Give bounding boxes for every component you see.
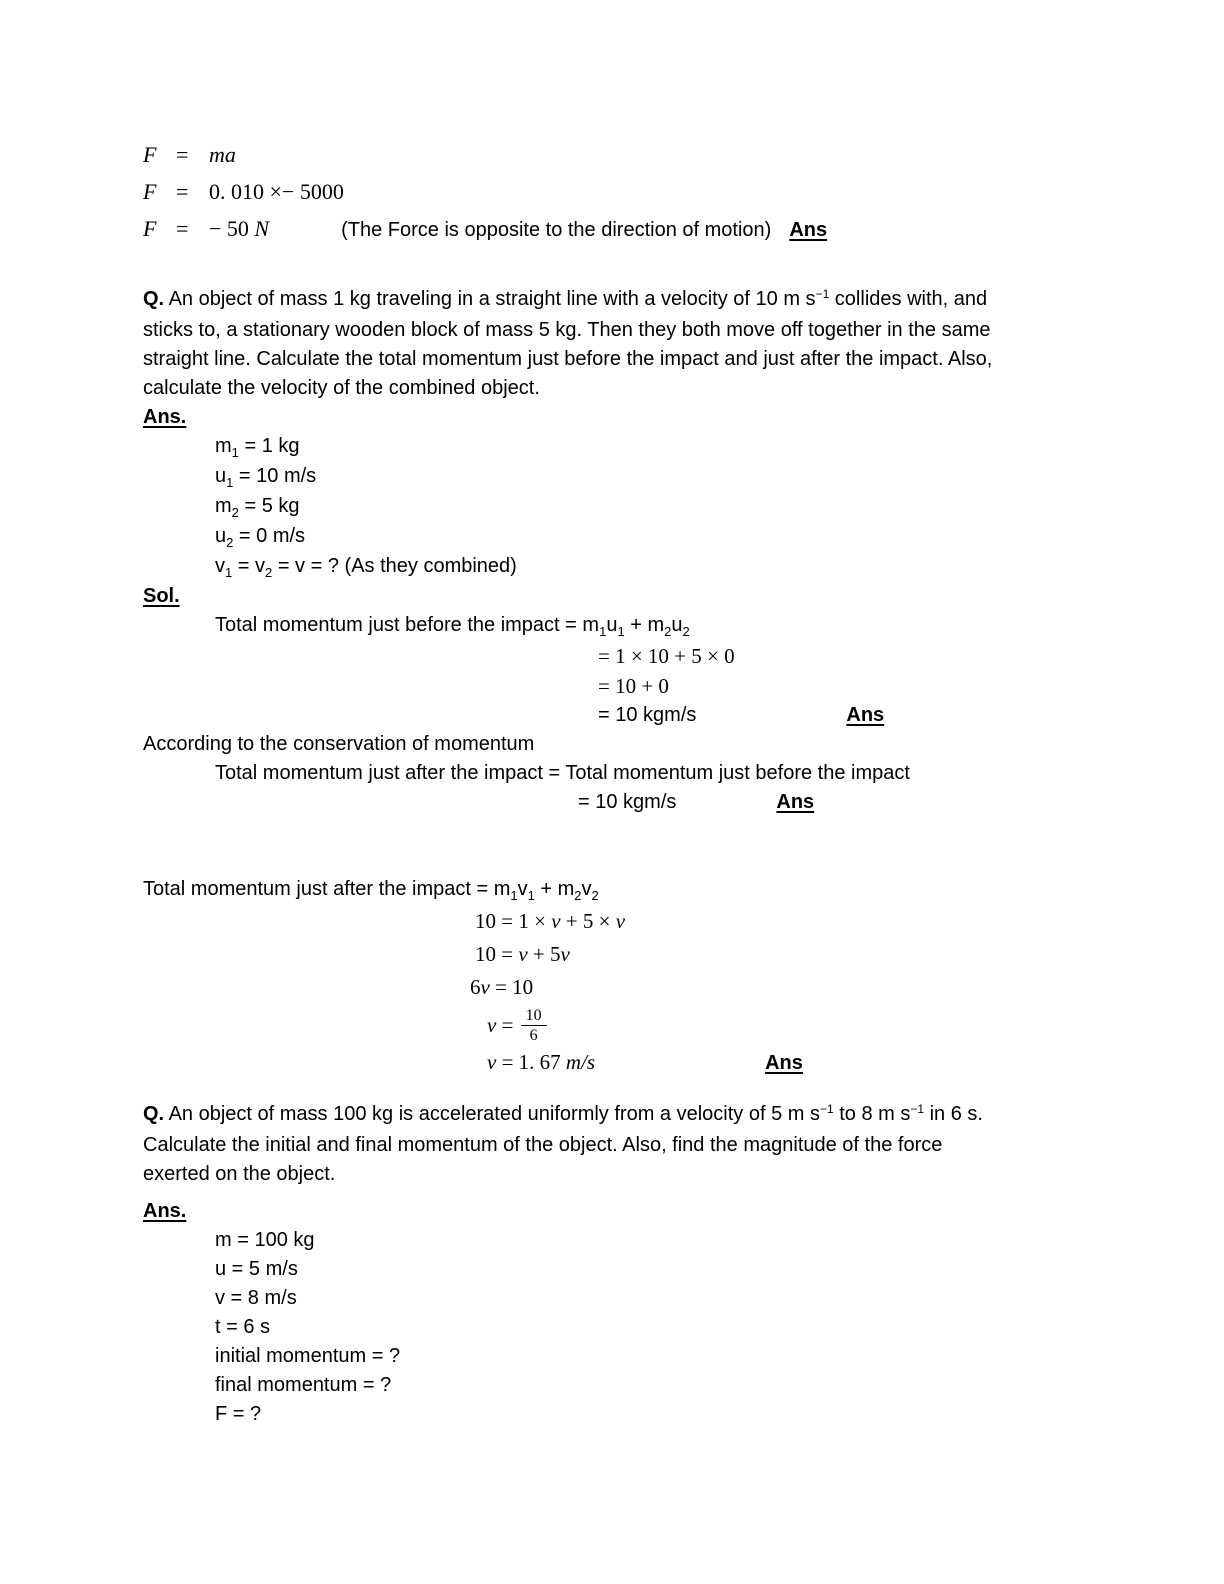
- equation-rhs: ma: [209, 142, 236, 167]
- subscript: 2: [682, 624, 690, 639]
- ans-marker: Ans: [765, 1052, 803, 1074]
- question-1-line-2: sticks to, a stationary wooden block of mass 5 kg. Then they both move off together in the same: [143, 319, 991, 341]
- value: = v = ? (As they combined): [272, 555, 517, 577]
- question-text: collides with, and: [829, 288, 988, 310]
- question-1-line-3: straight line. Calculate the total momentum just before the impact and just after the impact. Also,: [143, 348, 993, 370]
- ans-marker: Ans: [789, 219, 828, 241]
- equation-text: + m: [534, 878, 575, 900]
- subscript: 2: [265, 565, 273, 580]
- equation-rhs: 0. 010 ×− 5000: [209, 179, 344, 204]
- equation-text: + 5: [527, 942, 561, 966]
- equals-sign: =: [176, 216, 189, 241]
- solution-step: [598, 701, 1088, 730]
- variable-v: v: [518, 942, 528, 966]
- force-equation-block: [143, 136, 1088, 249]
- question-text: to 8 m s: [833, 1103, 911, 1125]
- equation-text: + 5 ×: [560, 909, 616, 933]
- question-2-line-1: [143, 1100, 1088, 1131]
- subscript: 2: [591, 888, 599, 903]
- value: = v: [232, 555, 266, 577]
- superscript: −1: [819, 1102, 834, 1116]
- value: = 10 m/s: [233, 465, 317, 487]
- given-values-1: [143, 432, 1088, 611]
- value: = 0 m/s: [233, 525, 306, 547]
- equals-sign: =: [176, 179, 189, 204]
- question-2-line-3: exerted on the object.: [143, 1163, 336, 1185]
- variable: u: [215, 525, 227, 547]
- equation-text: 10 = 1 ×: [475, 909, 552, 933]
- result-value: = 10 kgm/s: [578, 791, 677, 813]
- equation-text: = 10: [489, 975, 534, 999]
- solution-step: [487, 1046, 1088, 1080]
- superscript: −1: [910, 1102, 925, 1116]
- solution-step: = 1 × 10 + 5 × 0: [598, 644, 735, 668]
- equation-text: Total momentum just after the impact =: [143, 878, 494, 900]
- subscript: 1: [510, 888, 518, 903]
- document-content: [143, 136, 1088, 1429]
- variable-v: v: [487, 1050, 497, 1074]
- conservation-statement: According to the conservation of momentum: [143, 733, 535, 755]
- subscript: 1: [617, 624, 625, 639]
- solution-block-b: [143, 875, 1088, 1080]
- question-label: Q.: [143, 288, 165, 310]
- variable-v: v: [551, 909, 561, 933]
- solution-step: [470, 971, 1088, 1004]
- question-1: [143, 285, 1088, 432]
- equation-text: 6: [470, 975, 481, 999]
- equation-f-result: [143, 210, 1088, 249]
- superscript: −1: [815, 287, 830, 301]
- equation-text: = 1. 67: [496, 1050, 566, 1074]
- variable-v: v: [480, 975, 490, 999]
- variable-f: F: [143, 179, 157, 204]
- question-label: Q.: [143, 1103, 165, 1125]
- given-value: v = 8 m/s: [215, 1287, 297, 1309]
- solution-step: [475, 905, 1088, 938]
- variable: m: [215, 495, 232, 517]
- subscript: 2: [664, 624, 672, 639]
- equation-text: Total momentum just before the impact =: [215, 614, 583, 636]
- subscript: 2: [574, 888, 582, 903]
- variable-f: F: [143, 142, 157, 167]
- question-text: in 6 s.: [924, 1103, 983, 1125]
- question-text: An object of mass 100 kg is accelerated uniformly from a velocity of 5 m s: [164, 1103, 820, 1125]
- variable: u: [606, 614, 618, 636]
- given-value: m = 100 kg: [215, 1229, 315, 1251]
- subscript: 1: [226, 475, 234, 490]
- variable-v: v: [487, 1013, 497, 1037]
- given-value: t = 6 s: [215, 1316, 271, 1338]
- question-1-line-1: [143, 285, 1088, 316]
- subscript: 2: [226, 535, 234, 550]
- given-value: [215, 432, 1088, 462]
- equals-sign: =: [176, 142, 189, 167]
- variable: m: [493, 878, 511, 900]
- sol-label: Sol.: [143, 585, 180, 607]
- subscript: 1: [527, 888, 535, 903]
- variable: u: [215, 465, 227, 487]
- solution-step: [475, 938, 1088, 971]
- result-value: = 10 kgm/s: [598, 704, 697, 726]
- subscript: 1: [225, 565, 233, 580]
- momentum-before-equation: [215, 611, 1088, 641]
- unit-ms: m/s: [565, 1050, 596, 1074]
- subscript: 1: [231, 445, 239, 460]
- solution-block-a: [143, 611, 1088, 817]
- subscript: 1: [599, 624, 607, 639]
- variable: v: [517, 878, 528, 900]
- ans-label: Ans.: [143, 406, 187, 428]
- fraction: [521, 1007, 547, 1044]
- ans-label: Ans.: [143, 1200, 187, 1222]
- variable-f: F: [143, 216, 157, 241]
- momentum-after-equation: Total momentum just after the impact = Total momentum just before the impact: [215, 762, 910, 784]
- solution-step: [578, 788, 1088, 817]
- equation-text: + m: [624, 614, 665, 636]
- ans-marker: Ans: [776, 791, 815, 813]
- given-value: final momentum = ?: [215, 1374, 392, 1396]
- question-text: An object of mass 1 kg traveling in a straight line with a velocity of 10 m s: [164, 288, 816, 310]
- question-1-line-4: calculate the velocity of the combined object.: [143, 377, 540, 399]
- variable: u: [671, 614, 683, 636]
- given-values-2: [143, 1226, 1088, 1429]
- equation-f-value: [143, 173, 1088, 210]
- given-value: [215, 462, 1088, 492]
- equation-text: 10 =: [475, 942, 519, 966]
- equation-rhs: − 50: [209, 216, 255, 241]
- given-value: [215, 552, 1088, 582]
- given-value: [215, 522, 1088, 552]
- variable: m: [582, 614, 600, 636]
- given-value: F = ?: [215, 1403, 262, 1425]
- variable: v: [581, 878, 592, 900]
- unit-newton: N: [254, 216, 270, 241]
- variable: v: [215, 555, 225, 577]
- equals-sign: =: [496, 1013, 519, 1037]
- momentum-after-impact-equation: [143, 875, 1088, 905]
- value: = 1 kg: [238, 435, 300, 457]
- ans-marker: Ans: [846, 704, 885, 726]
- variable-v: v: [560, 942, 570, 966]
- solution-step-fraction: [487, 1004, 1088, 1046]
- fraction-denominator: 6: [529, 1026, 538, 1044]
- variable-v: v: [615, 909, 626, 933]
- question-2-line-2: Calculate the initial and final momentum of the object. Also, find the magnitude of the force: [143, 1134, 943, 1156]
- question-2: [143, 1100, 1088, 1226]
- fraction-numerator: 10: [521, 1007, 547, 1026]
- direction-note: (The Force is opposite to the direction of motion): [341, 219, 772, 241]
- given-value: initial momentum = ?: [215, 1345, 401, 1367]
- given-value: u = 5 m/s: [215, 1258, 298, 1280]
- value: = 5 kg: [238, 495, 300, 517]
- given-value: [215, 492, 1088, 522]
- subscript: 2: [231, 505, 239, 520]
- solution-step: = 10 + 0: [598, 674, 669, 698]
- equation-f-ma: [143, 136, 1088, 173]
- variable: m: [215, 435, 232, 457]
